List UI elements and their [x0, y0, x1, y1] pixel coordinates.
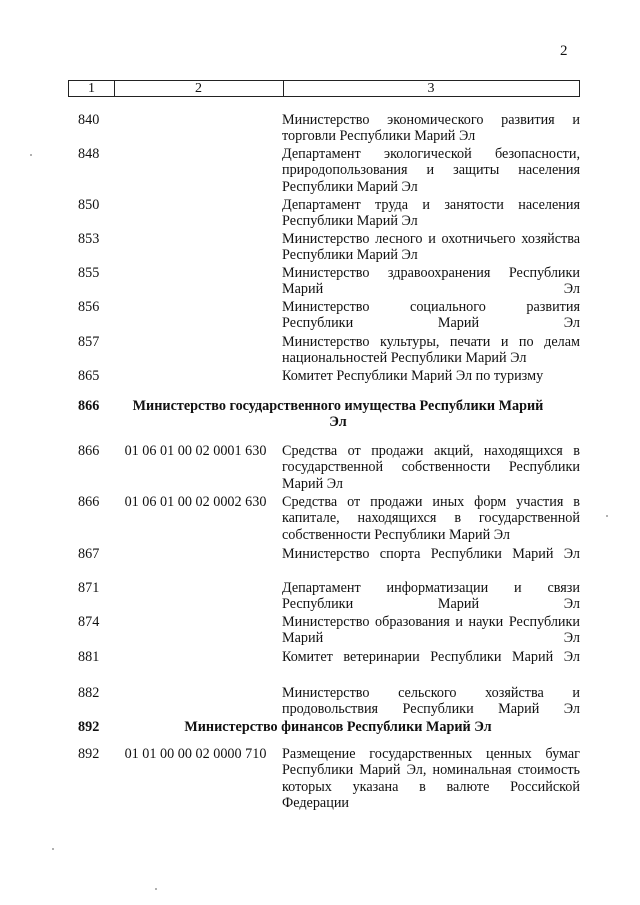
row-code: 856 — [78, 299, 100, 315]
row-code: 892 — [78, 746, 100, 762]
row-code: 848 — [78, 146, 100, 162]
row-code: 881 — [78, 649, 100, 665]
row-code: 866 — [78, 494, 100, 510]
row-kbk: 01 06 01 00 02 0002 630 — [124, 494, 267, 510]
row-code: 853 — [78, 231, 100, 247]
header-col-2: 2 — [114, 81, 284, 96]
row-code: 874 — [78, 614, 100, 630]
row-name: Размещение государственных ценных бумаг Республики Марий Эл, номинальная стоимость которых указана в валюте Российской Федерации — [282, 746, 580, 811]
row-name: Средства от продажи иных форм участия в капитале, находящихся в государственной собственности Республики Марий Эл — [282, 494, 580, 543]
row-code: 867 — [78, 546, 100, 562]
section-title: Министерство финансов Республики Марий Эл — [184, 719, 492, 735]
row-name: Министерство образования и науки Республики Марий Эл — [282, 614, 580, 647]
header-col-1: 1 — [69, 81, 115, 96]
row-name: Министерство сельского хозяйства и продовольствия Республики Марий Эл — [282, 685, 580, 718]
row-code: 866 — [78, 443, 100, 459]
row-code: 855 — [78, 265, 100, 281]
row-kbk: 01 01 00 00 02 0000 710 — [124, 746, 267, 762]
page-number: 2 — [560, 43, 568, 59]
row-name: Министерство здравоохранения Республики Марий Эл — [282, 265, 580, 298]
row-kbk: 01 06 01 00 02 0001 630 — [124, 443, 267, 459]
row-name: Министерство лесного и охотничьего хозяйства Республики Марий Эл — [282, 231, 580, 264]
row-code: 882 — [78, 685, 100, 701]
scan-speck — [155, 888, 157, 890]
row-code: 857 — [78, 334, 100, 350]
row-name: Министерство спорта Республики Марий Эл — [282, 546, 580, 562]
row-code: 850 — [78, 197, 100, 213]
scan-speck — [30, 154, 32, 156]
row-name: Комитет Республики Марий Эл по туризму — [282, 368, 544, 384]
table-header — [68, 80, 580, 97]
scan-speck — [52, 848, 54, 850]
section-code: 866 — [78, 398, 100, 414]
row-name: Департамент экологической безопасности, природопользования и защиты населения Республики Марий Эл — [282, 146, 580, 195]
row-name: Министерство культуры, печати и по делам национальностей Республики Марий Эл — [282, 334, 580, 367]
row-name: Средства от продажи акций, находящихся в государственной собственности Республики Марий Эл — [282, 443, 580, 492]
row-name: Департамент информатизации и связи Республики Марий Эл — [282, 580, 580, 613]
row-code: 871 — [78, 580, 100, 596]
section-title: Министерство государственного имущества Республики Марий Эл — [132, 398, 544, 431]
row-code: 865 — [78, 368, 100, 384]
row-code: 840 — [78, 112, 100, 128]
scan-speck — [606, 515, 608, 517]
section-code: 892 — [78, 719, 100, 735]
row-name: Министерство экономического развития и торговли Республики Марий Эл — [282, 112, 580, 145]
header-col-3: 3 — [427, 81, 435, 96]
row-name: Департамент труда и занятости населения Республики Марий Эл — [282, 197, 580, 230]
row-name: Комитет ветеринарии Республики Марий Эл — [282, 649, 580, 665]
row-name: Министерство социального развития Республики Марий Эл — [282, 299, 580, 332]
